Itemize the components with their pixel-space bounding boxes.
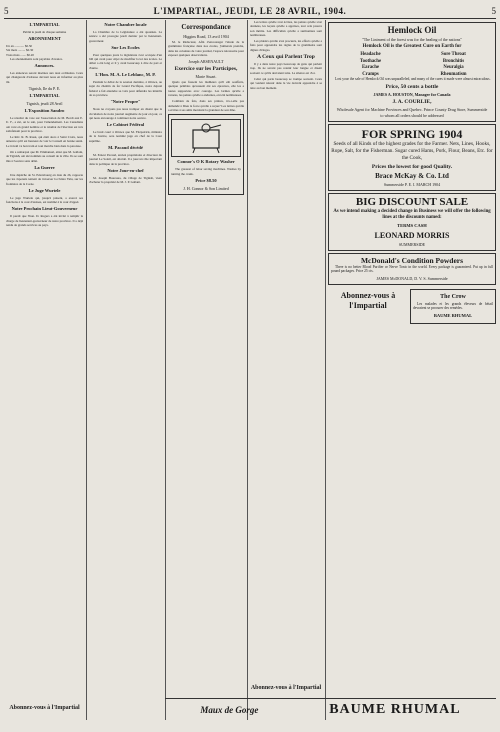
paper-subtitle: Publié le jeudi de chaque semaine	[22, 30, 67, 34]
article-heading: Notre Prochain Lieut-Gouverneur	[11, 206, 78, 212]
article-text: Il y a dans notre pays beaucoup de gens qui parlent trop. Ils ne savent pas retenir leur langue et disent souvent ce qu'ils devraient taire. Le silence est d'or.	[250, 62, 322, 75]
condition-vendor: JAMES McDONALD, D. V. S. Summerside	[376, 275, 448, 281]
hemlock-subtitle: "The Liniment of the forest was for the healing of the nations"	[362, 37, 462, 42]
address: Tignish, Ile du P. E.	[28, 86, 61, 91]
rate-line: Trois mois ....... $0.20	[6, 52, 34, 57]
byline: Marie Stuart.	[195, 74, 217, 80]
washer-title: Connor's O K Rotary Washer	[177, 159, 235, 165]
paper-name: L'IMPARTIAL	[29, 22, 60, 27]
article-text: Le résultat du vote sur l'association de M. Bordi aux E. U. F., a été, on le sait, pour l'amendement. Les Canadiens ont voté en grand nombre et le résultat de l'élection est très satisfaisant pour la province.	[6, 116, 83, 133]
column-5	[328, 20, 496, 696]
washer-icon	[181, 122, 231, 154]
column-rule	[247, 20, 248, 720]
article-text: Le bruit court à Ottawa que M. Fitzpatrick, ministre de la Justice, sera nommé juge en chef de la Cour suprême.	[89, 130, 162, 143]
article-text: Celui qui parle beaucoup se trompe souvent. Ceux qui veulent réussir dans la vie doivent apprendre à se taire au bon moment.	[250, 76, 322, 90]
hemlock-note: Lost your the sale of Hemlock Oil was unparalleled, and many of the cures it made were almost miraculous.	[335, 77, 491, 81]
article-heading: L'Hon. M. A. Le Leblanc, M. P.	[95, 72, 156, 78]
column-rule	[325, 20, 326, 720]
ailment-list	[331, 52, 493, 77]
rate-line: Un an ............ $0.50	[6, 44, 33, 49]
washer-ad	[168, 114, 244, 195]
article-heading: M. Pacaud décédé	[108, 145, 143, 151]
discount-terms: TERMS CASH	[397, 222, 427, 228]
spring-vendor: Brace McKay & Co. Ltd	[375, 171, 449, 180]
article-text: Les plaisirs qu'elle s'est procurés, les efforts qu'elle a faits pour apprendre les règles de la grammaire sont dignes d'éloges.	[250, 39, 322, 52]
subscribe-ad: Abonnez-vous à l'Impartial	[9, 705, 80, 711]
ailment: Cramps	[362, 71, 379, 77]
column-1	[6, 20, 83, 720]
ailment: Sore Throat	[441, 52, 466, 57]
morris-place: SUMMERSIDE	[398, 241, 426, 247]
article-text: M. Joseph Bourassa, du village de Tignish, vient d'acheter la propriété de M. J. P. Gallant.	[89, 175, 162, 185]
rate-line: Six mois ......... $0.30	[6, 48, 34, 53]
article-text: Les lettres qu'elle s'est écrites, les peines qu'elle s'est données, les leçons qu'elle a apprises, tout cela prouve son mérite. Les difficultés qu'elle a surmontées sont nombreuses.	[250, 20, 322, 37]
article-text: Quels que fussent les malheurs qu'il eût soufferts, quelque pénibles qu'eussent été ses épreuves, elle les a toutes supportées avec courage. Les larmes qu'elle a versées, les peines qu'elle a endurées, ont été nombreuses.	[168, 80, 244, 98]
ailment: Earache	[361, 65, 380, 70]
article-heading: Le Cabinet Fédéral	[106, 122, 145, 128]
ads-heading: Annonces.	[34, 63, 55, 69]
spring-place: Summerside P. E. I. MARCH 1904	[383, 181, 441, 187]
courlie-name: J. A. COURLIE,	[392, 98, 432, 105]
hemlock-title: Hemlock Oil	[387, 25, 437, 35]
signature: Joseph ARSENAULT	[188, 59, 224, 65]
article-heading: Sur Les Ecoles	[111, 44, 140, 50]
ailment: Rheumatism	[440, 71, 467, 77]
article-heading: A Ceux qui Parlent Trop	[257, 54, 315, 61]
article-text: Pendant le débat de la session dernière, à Ottawa, au sujet du chemin de fer Grand Pacifique, notre député fédéral a fait entendre sa voix pour défendre les intérêts de sa province.	[89, 80, 162, 97]
article-text: Le Rév. R. B. Roué, qui était alors à Saint Croix, nous annonce qu'il est heureux de voir le Conseil en bonne santé. Le travail va bon train et tout marche bien dans la paroisse.	[6, 135, 83, 148]
subscription-heading: ABONNEMENT	[28, 36, 61, 42]
page-number: 5	[4, 6, 9, 16]
washer-text: The greatest of labor saving machines. Washes by turning the crank.	[171, 167, 241, 176]
washer-illustration	[171, 119, 241, 157]
spring-text: Seeds of all Kinds of the highest grades for the Farmer. Nets, Lines, Hooks, Rope, Salt, for the Fisherman. Sugar cured Hams, Pork, Flour, Beans, Etc. for the Cook,	[331, 140, 493, 161]
article-text: Combien de fois, dans ses prières, n'a-t-elle pas demandé à Dieu la force qu'elle a reçue? Les lettres qu'elle a écrites à ses amis montrent la grandeur de son âme.	[168, 99, 244, 112]
article-heading: "Notre Propre"	[110, 99, 141, 105]
article-heading: Le Juge Wurtele	[28, 187, 61, 193]
subscribe-ad: Abonnez-vous à l'Impartial	[250, 685, 322, 691]
article-text: Pour quelques jours la législature s'est occupée d'un bill qui avait pour objet de modifier la loi des écoles. Le débat a été long et il y avait beaucoup à dire de part et d'autre.	[89, 52, 162, 70]
column-rule	[86, 20, 87, 720]
article-heading: L'Exposition Sandro	[24, 108, 65, 113]
article-text: Il paraît que l'hon. D. Rogers a été invité à remplir la charge de lieutenant-gouverneur de notre province. Il a déjà rendu de grands services au pays.	[6, 214, 83, 228]
ailment: Headache	[360, 52, 381, 57]
article-text: La Chambre de la Législature a été ajournée. La séance a été prorogée jeudi dernier par le lieutenant-gouverneur.	[89, 30, 162, 43]
discount-title: BIG DISCOUNT SALE	[355, 195, 469, 208]
crow-ad	[410, 289, 496, 324]
spring-note: Prices the lowest for good Quality.	[371, 163, 453, 170]
ailment: Toothache	[359, 58, 382, 64]
courlie-text: Wholesale Agent for Machine Provinces and Quebec. Prince County Drug Store, Summerside	[336, 106, 488, 112]
correspondence-heading: Correspondance	[181, 23, 231, 31]
column-rule	[165, 20, 166, 720]
abonnez-ad	[328, 287, 408, 326]
hemlock-vendor: JAMES A. HOUSTON, Manager for Canada	[373, 91, 451, 97]
masthead	[4, 4, 496, 19]
impartial-dateline: Tignish, jeudi 28 Avril	[26, 101, 63, 106]
hemlock-price: Price, 50 cents a bottle	[385, 83, 439, 90]
morris-name: LEONARD MORRIS	[374, 230, 450, 240]
hemlock-tagline: Hemlock Oil is the Greatest Cure on Earth for	[362, 44, 462, 49]
article-text: Une dépêche de St. Pétersbourg en date du 26, rapporte que les Japonais tentent de traverser la rivière Yalu, sur les frontières de la Corée.	[6, 172, 83, 186]
exercise-heading: Exercice sur les Participes,	[174, 66, 238, 73]
crow-brand: BAUME RHUMAL	[433, 312, 473, 318]
washer-price: Price $8.50	[195, 177, 217, 183]
crow-text: Les malades et les grands éleveurs de bétail devraient se procurer des remèdes.	[413, 301, 493, 311]
article-text: Nous ne croyons pas nous tromper en disant que la circulation de notre journal augmente de jour en jour, ce qui nous encourage à continuer notre oeuvre.	[89, 107, 162, 120]
article-heading: Notre Jour-en-chef	[107, 167, 144, 173]
masthead-title: L'IMPARTIAL, JEUDI, LE 28 AVRIL, 1904.	[153, 6, 347, 16]
ailment: Bronchitis	[442, 58, 465, 64]
sore-throat-label: Maux de Gorge	[200, 705, 259, 715]
column-3	[168, 20, 244, 696]
impartial-heading: L'IMPARTIAL	[29, 93, 60, 98]
spring-ad	[328, 124, 496, 191]
condition-title: McDonald's Condition Powders	[360, 255, 464, 265]
page-number-right: 5	[491, 6, 496, 16]
spring-title: FOR SPRING 1904	[361, 126, 463, 141]
article-text: Le juge Wurtele qui, jusqu'à présent, a exercé ses fonctions à la cour d'assises, est nommé à la cour d'appel.	[6, 195, 83, 205]
washer-vendor: J. H. Connor & Son Limited	[183, 185, 229, 191]
bottom-ad-band	[165, 698, 496, 721]
crow-title: The Crow	[440, 293, 466, 300]
baume-rhumal-label: BAUME RHUMAL	[329, 702, 461, 717]
article-text: M. Ernest Pacaud, ancien propriétaire et directeur du journal Le Soleil, est décédé. Il a joué un rôle important dans la politique de la province.	[89, 153, 162, 166]
condition-text: There is no better Blood Purifier or Nerve Tonic in the world. Every package is guaranteed. Put up in full pound packages. Price 25 cts.	[331, 264, 493, 274]
courlie-note: to whom all orders should be addressed	[380, 112, 444, 118]
discount-text: As we intend making a decided change in Business we will offer the following lines at the discounts named:	[333, 208, 491, 220]
dateline: Higgins Road, 13 avril 1904	[183, 34, 229, 39]
ads-text: Les annonces seront insérées aux taux ordinaires. Ceux qui changeront d'adresse devront nous en informer au plus tôt.	[6, 71, 83, 84]
bottom-ads-row	[328, 287, 496, 326]
letter-text: M. le Rédacteur, Afin d'encourager l'étude de la grammaire française dans nos écoles, j'aimerais prendre, dans les colonnes de votre journal, l'espace nécessaire pour exposer quelques observations.	[168, 40, 244, 57]
column-4	[250, 20, 322, 696]
article-heading: La Guerre	[34, 164, 55, 170]
discount-ad	[328, 193, 496, 251]
abonnez-title: Abonnez-vous à l'Impartial	[340, 290, 396, 310]
article-text: On a remarqué que M. Emmanuel, ainsi que M. Gallant, de Tignish, ont été nommés au conseil de la ville. Ils se sont mis à l'oeuvre sans délai.	[6, 150, 83, 163]
article-heading: Notre Chambre locale	[104, 22, 147, 27]
rates-note: Les abonnements sont payables d'avance.	[10, 56, 63, 61]
hemlock-ad	[328, 22, 496, 122]
ailment: Neuralgia	[443, 65, 464, 70]
column-2	[89, 20, 162, 720]
condition-ad	[328, 253, 496, 285]
